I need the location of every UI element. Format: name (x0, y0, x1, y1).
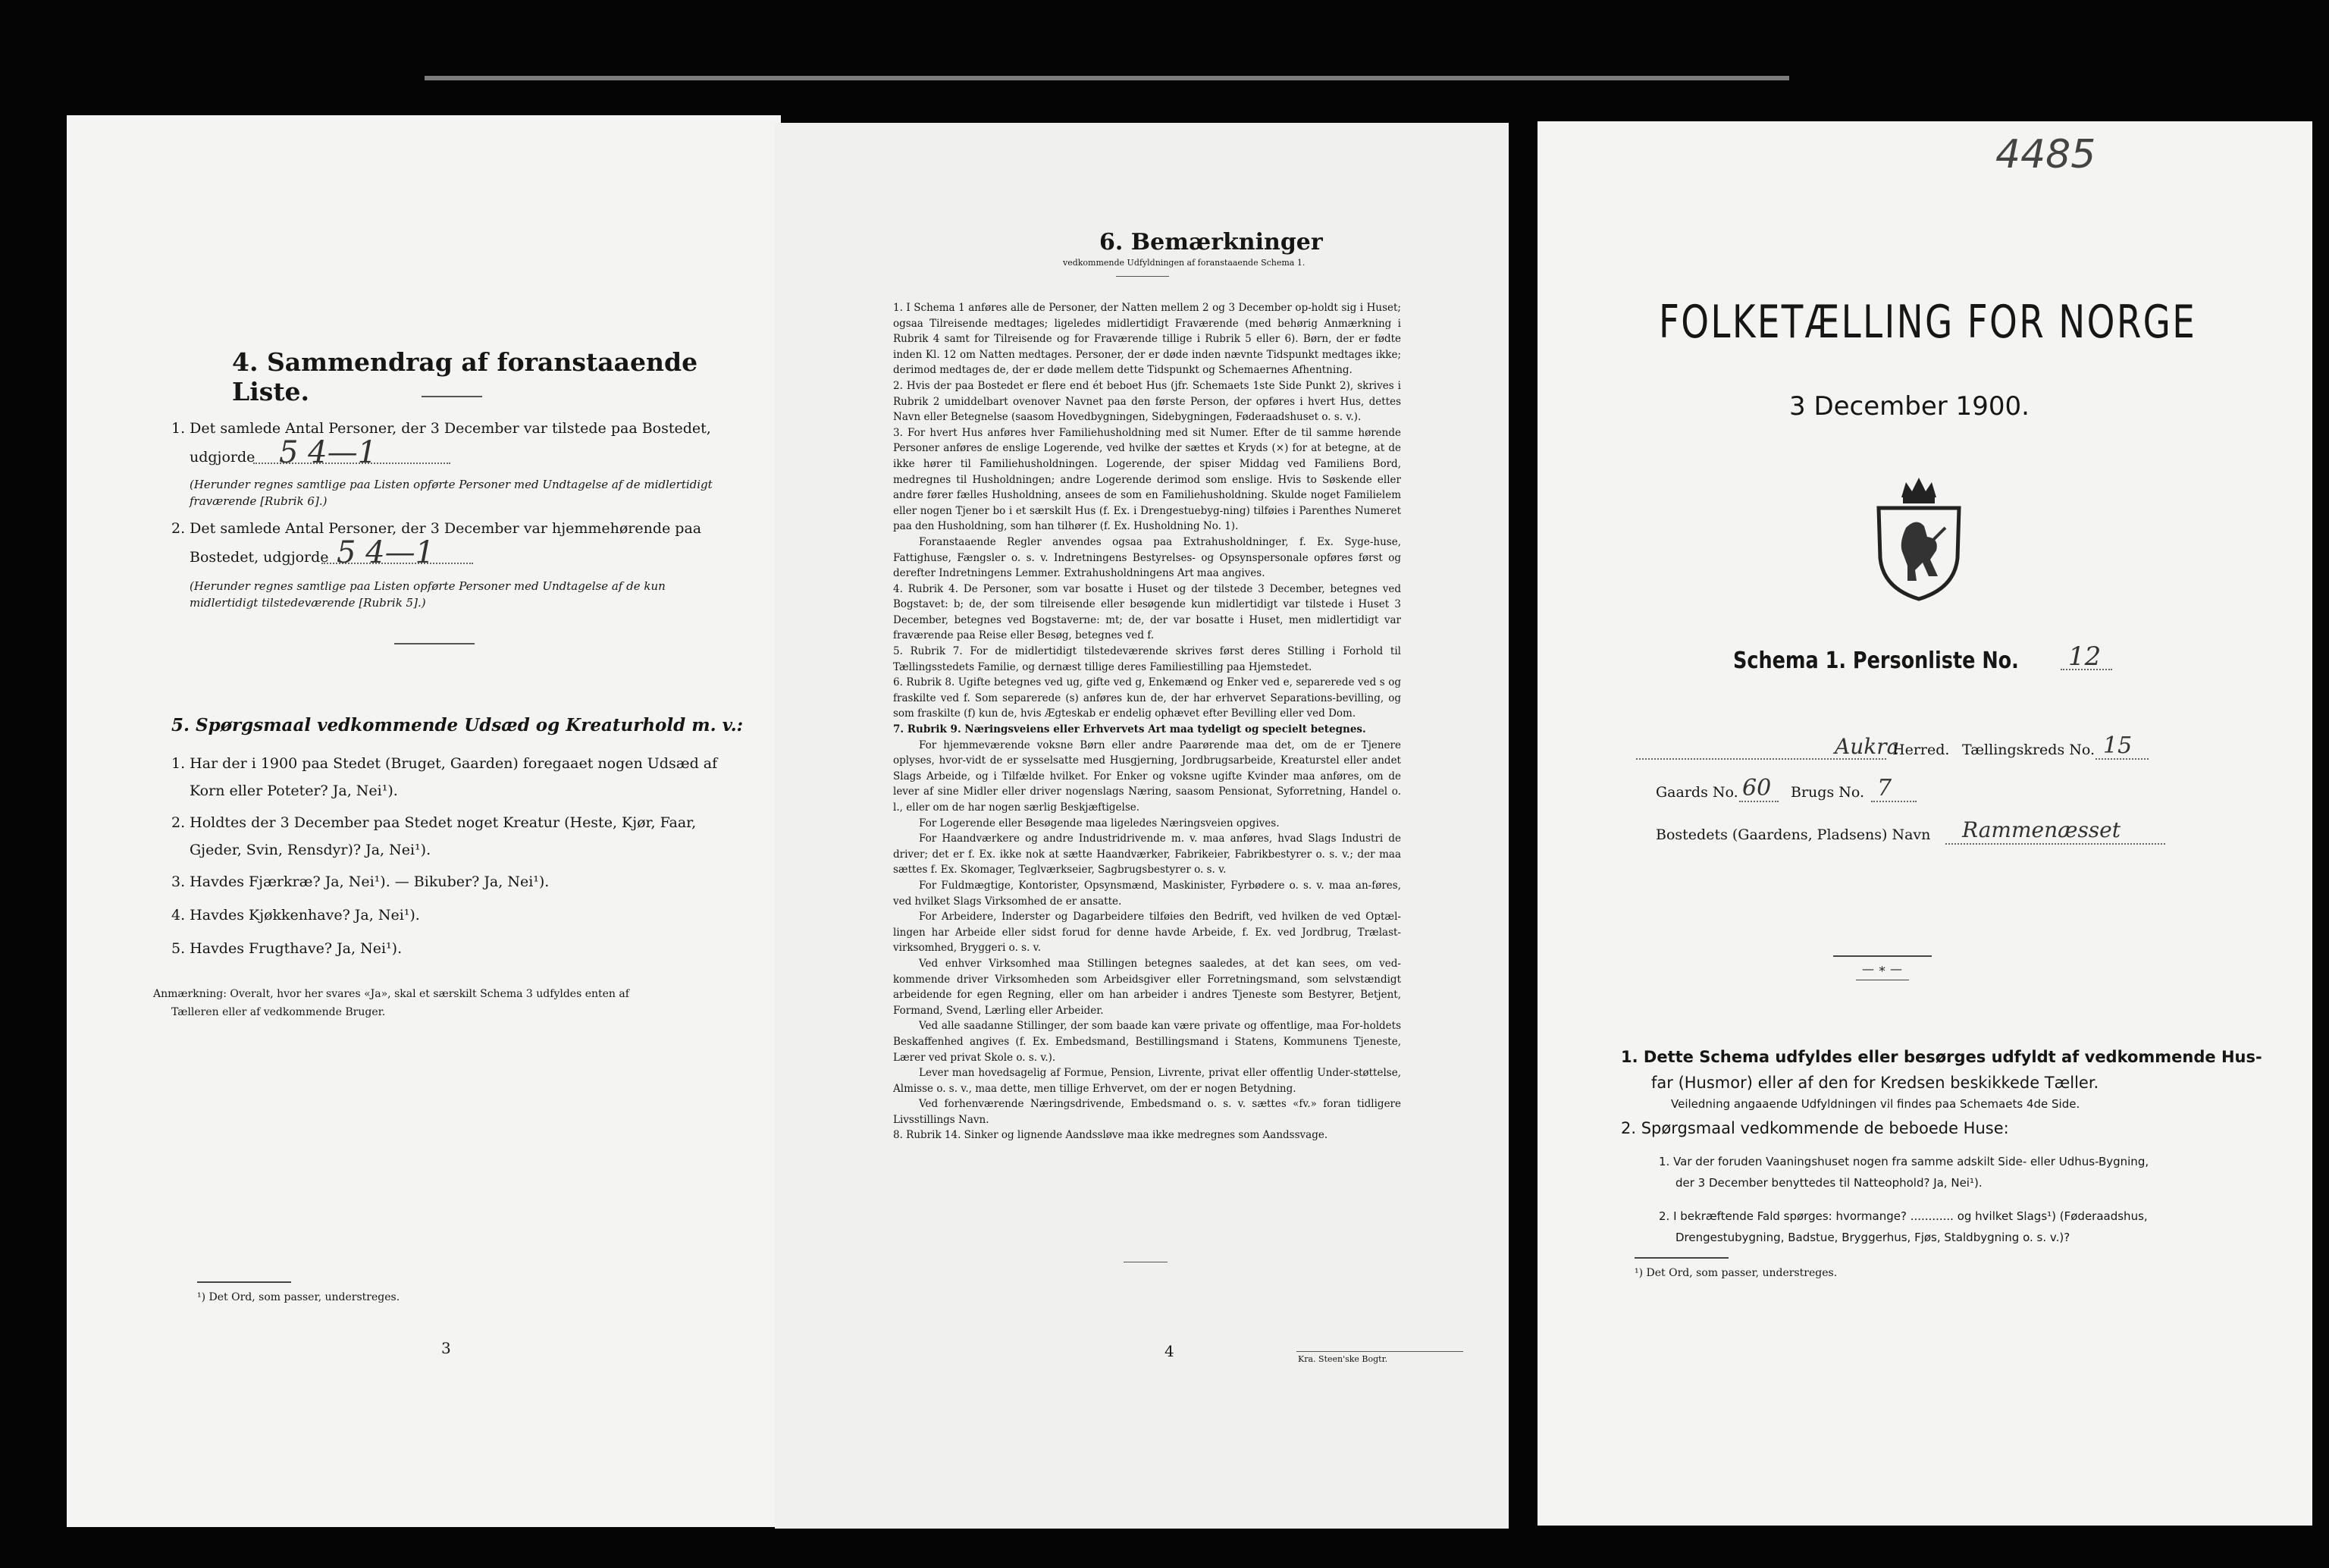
remark-item: For Logerende eller Besøgende maa ligeledes Næringsveien opgives. (919, 817, 1280, 829)
q1-line-b: Korn eller Poteter? Ja, Nei¹). (190, 782, 398, 799)
page-3 (67, 115, 781, 1527)
subtitle-rule (1116, 276, 1169, 277)
remark-item: For Fuldmægtige, Kontorister, Opsynsmænd, Maskinister, Fyrbødere o. s. v. maa an-føres, ved hvilket Slags Virksomhed de er ansatte. (893, 879, 1401, 908)
footnote: ¹) Det Ord, som passer, understreges. (197, 1291, 400, 1303)
ornament-rule-top (1833, 955, 1932, 957)
page-1-cover (1538, 121, 2312, 1526)
q4-line: 4. Havdes Kjøkkenhave? Ja, Nei¹). (171, 907, 420, 924)
item2-line-b: Bostedet, udgjorde (190, 549, 329, 566)
instruction-1-b: far (Husmor) eller af den for Kredsen beskikkede Tæller. (1651, 1074, 2099, 1092)
bosted-handwritten: Rammenæsset (1962, 817, 2121, 842)
q5-line: 5. Havdes Frugthave? Ja, Nei¹). (171, 940, 403, 957)
remark-item: For Arbeidere, Inderster og Dagarbeidere tilføies den Bedrift, ved hvilken de ved Optæl-lingen har Arbeide eller sidst forud for denne havde Arbeide, f. Ex. ved Jordbrug, Trælast-virksomhed, Bryggeri o. s. v. (893, 911, 1401, 955)
footnote-rule (197, 1281, 291, 1283)
archive-number: 4485 (1995, 132, 2096, 177)
remark-item: Ved forhenværende Næringsdrivende, Embedsmand o. s. v. sættes «fv.» foran tidligere Livsstillings Navn. (893, 1098, 1401, 1126)
remark-item: 7. Rubrik 9. Næringsveiens eller Erhvervets Art maa tydeligt og specielt betegnes. (893, 723, 1366, 736)
remark-item: 3. For hvert Hus anføres hver Familiehusholdning med sit Numer. Efter de til samme hørende Personer anføres de enslige Logerende, ved hvilke der sættes et Kryds (×) for at betegne, at de ikke hører til Familiehusholdningen. Logerende, der spiser Middag ved Familiens Bord, medregnes til Husholdningen; andre Logerende derimod som enslige. Hvis to Søskende eller andre fører fælles Husholdning, ansees de som en Familiehusholdning. Skulde noget Familielem eller nogen Tjener bo i et særskilt Hus (f. Ex. i Drengestuebyg-ning) tilføies i Parenthes Numeret paa den Husholdning, som han tilhører (f. Ex. Husholdning No. 1). (893, 426, 1401, 533)
q2-line-b: Gjeder, Svin, Rensdyr)? Ja, Nei¹). (190, 842, 431, 858)
q2-line-a: 2. Holdtes der 3 December paa Stedet noget Kreatur (Heste, Kjør, Faar, (171, 814, 697, 831)
section-6-subtitle: vedkommende Udfyldningen af foranstaaende Schema 1. (1063, 258, 1306, 268)
item2-handwritten: 5 4—1 (337, 535, 435, 570)
remark-item: Ved alle saadanne Stillinger, der som baade kan være private og offentlige, maa For-holdets Beskaffenhed angives (f. Ex. Embedsmand, Bestillingsmand i Statens, Kommunens Tjeneste, Lærer ved privat Skole o. s. v.). (893, 1020, 1401, 1064)
remark-item: For Haandværkere og andre Industridrivende m. v. maa anføres, hvad Slags Industri de driver; det er f. Ex. ikke nok at sætte Haandværker, Fabrikeier, Fabrikbestyrer o. s. v.; der maa sættes f. Ex. Skomager, Teglværkseier, Sagbrugsbestyrer o. s. v. (893, 833, 1401, 877)
instruction-2: 2. Spørgsmaal vedkommende de beboede Huse: (1621, 1119, 2009, 1137)
schema-number-handwritten: 12 (2068, 641, 2102, 672)
item1-line-a: 1. Det samlede Antal Personer, der 3 December var tilstede paa Bostedet, (171, 420, 711, 437)
q1-line-a: 1. Har der i 1900 paa Stedet (Bruget, Gaarden) foregaaet nogen Udsæd af (171, 755, 718, 772)
q3-line: 3. Havdes Fjærkræ? Ja, Nei¹). — Bikuber? Ja, Nei¹). (171, 873, 550, 890)
item2-line-a: 2. Det samlede Antal Personer, der 3 December var hjemmehørende paa (171, 520, 702, 537)
item1-handwritten: 5 4—1 (279, 435, 378, 470)
remark-item: 2. Hvis der paa Bostedet er flere end ét beboet Hus (jfr. Schemaets 1ste Side Punkt 2), skrives i Rubrik 2 umiddelbart ovenover Navnet paa den første Person, der opføres i hvert Hus, dettes Navn eller Betegnelse (saasom Hovedbygningen, Sidebygningen, Føderaadshuset o. s. v.). (893, 379, 1401, 424)
page-number: 4 (1164, 1342, 1174, 1360)
instruction-2-2-b: Drengestubygning, Badstue, Bryggerhus, Fjøs, Staldbygning o. s. v.)? (1675, 1231, 2070, 1244)
brugs-label: Brugs No. (1791, 784, 1865, 801)
item1-line-b: udgjorde (190, 449, 255, 466)
section-5-title: 5. Spørgsmaal vedkommende Udsæd og Kreaturhold m. v.: (171, 715, 744, 735)
remark-item: 4. Rubrik 4. De Personer, som var bosatte i Huset og der tilstede 3 December, betegnes ved Bogstavet: b; de, der som tilreisende eller besøgende kun midlertidigt var tilstede i Huset 3 December, betegnes ved Bogstaverne: mt; de, der var bosatte i Huset, men midlertidigt var fraværende paa Reise eller Besøg, betegnes ved f. (893, 582, 1401, 642)
census-title: FOLKETÆLLING FOR NORGE (1659, 296, 2197, 349)
remark-item: Ved enhver Virksomhed maa Stillingen betegnes saaledes, at det kan sees, om ved-kommende driver Virksomheden som Arbeidsgiver eller Forretningsmand, som selvstændigt arbeidende for egen Regning, eller om han arbeider i andres Tjeneste som Bestyrer, Betjent, Formand, Svend, Lærling eller Arbeider. (893, 957, 1401, 1017)
item2-note-a: (Herunder regnes samtlige paa Listen opførte Personer med Undtagelse af de kun (190, 579, 666, 593)
remark-line-a: Anmærkning: Overalt, hvor her svares «Ja», skal et særskilt Schema 3 udfyldes enten af (153, 988, 629, 1000)
remarks-list (893, 300, 1401, 1143)
remark-item: 5. Rubrik 7. For de midlertidigt tilstedeværende skrives først deres Stilling i Forhold til Tællingsstedets Familie, og dernæst tillige deres Familiestilling paa Hjemstedet. (893, 645, 1401, 673)
instruction-2-2-a: 2. I bekræftende Fald spørges: hvormange? ............ og hvilket Slags¹) (Føderaadshus, (1659, 1209, 2148, 1223)
section-4-title: 4. Sammendrag af foranstaaende Liste. (232, 347, 698, 406)
instruction-1-c: Veiledning angaaende Udfyldningen vil findes paa Schemaets 4de Side. (1671, 1097, 2080, 1111)
kreds-handwritten: 15 (2103, 732, 2133, 759)
census-date: 3 December 1900. (1789, 391, 2030, 422)
title-rule (422, 396, 482, 397)
instruction-2-1-a: 1. Var der foruden Vaaningshuset nogen fra samme adskilt Side- eller Udhus-Bygning, (1659, 1155, 2149, 1168)
item1-note-a: (Herunder regnes samtlige paa Listen opførte Personer med Undtagelse af de midlertidigt (190, 478, 713, 491)
remark-item: Foranstaaende Regler anvendes ogsaa paa Extrahusholdninger, f. Ex. Syge-huse, Fattighuse, Fængsler o. s. v. Indretningens Bestyrelses- og Opsynspersonale opføres først og derefter Indretningens Lemmer. Extrahusholdningens Art maa angives. (893, 535, 1401, 580)
top-border-line (425, 76, 1789, 80)
page-number: 3 (441, 1339, 451, 1357)
remark-item: Lever man hovedsagelig af Formue, Pension, Livrente, privat eller offentlig Under-støttelse, Almisse o. s. v., maa dette, men tillige Erhvervet, om der er nogen Betydning. (893, 1067, 1401, 1095)
coat-of-arms (1873, 475, 1965, 605)
ornament: — ∗ — (1862, 961, 1903, 976)
bosted-fill-line (1945, 843, 2165, 845)
kreds-label: Tællingskreds No. (1962, 742, 2095, 758)
brugs-handwritten: 7 (1877, 775, 1892, 801)
footnote-rule (1635, 1257, 1729, 1259)
norway-lion-crest-icon (1873, 475, 1965, 602)
section-6-title: 6. Bemærkninger (1099, 229, 1323, 256)
section-divider (394, 643, 475, 644)
schema-label: Schema 1. Personliste No. (1733, 648, 2019, 674)
remark-item: 8. Rubrik 14. Sinker og lignende Aandssløve maa ikke medregnes som Aandssvage. (893, 1129, 1328, 1142)
herred-handwritten: Aukra (1835, 734, 1900, 759)
instruction-1-a: 1. Dette Schema udfyldes eller besørges udfyldt af vedkommende Hus- (1621, 1048, 2262, 1066)
footnote: ¹) Det Ord, som passer, understreges. (1635, 1267, 1838, 1279)
gaards-handwritten: 60 (1742, 775, 1772, 801)
remark-item: 6. Rubrik 8. Ugifte betegnes ved ug, gifte ved g, Enkemænd og Enker ved e, separerede ved s og fraskilte ved f. Som separerede (s) anføres kun de, der har erhvervet Separations-bevilling, og som fraskilte (f) kun de, hvis Ægteskab er endelig ophævet efter Bevilling eller ved Dom. (893, 676, 1401, 720)
bosted-label: Bostedets (Gaardens, Pladsens) Navn (1656, 826, 1931, 843)
item2-note-b: midlertidigt tilstedeværende [Rubrik 5].) (190, 596, 426, 610)
remark-line-b: Tælleren eller af vedkommende Bruger. (171, 1006, 386, 1018)
gaards-label: Gaards No. (1656, 784, 1738, 801)
item1-note-b: fraværende [Rubrik 6].) (190, 494, 328, 508)
remark-item: 1. I Schema 1 anføres alle de Personer, der Natten mellem 2 og 3 December op-holdt sig i Huset; ogsaa Tilreisende medtages; ligeledes midlertidigt Fraværende (med behørig Anmærkning i Rubrik 4 samt for Tilreisende og for Fraværende tillige i Rubrik 5 eller 6). Børn, der er fødte inden Kl. 12 om Natten medtages. Personer, der er døde inden nævnte Tidspunkt medtages ikke; derimod medtages de, der er døde mellem dette Tidspunkt og Schemaernes Afhentning. (893, 302, 1401, 377)
printer-rule (1296, 1351, 1463, 1352)
remark-item: For hjemmeværende voksne Børn eller andre Paarørende maa det, om de er Tjenere oplyses, hvor-vidt de er sysselsatte med Husgjerning, Jordbrugsarbeide, Kreaturstel eller andet Slags Arbeide, og i Tilfælde hvilket. For Enker og voksne ugifte Kvinder maa anføres, om de lever af sine Midler eller driver nogenslags Næring, saasom Pensionat, Syforretning, Handel o. l., eller om de har nogen særlig Beskjæftigelse. (893, 739, 1401, 814)
instruction-2-1-b: der 3 December benyttedes til Natteophold? Ja, Nei¹). (1675, 1176, 1983, 1190)
herred-label: Herred. (1892, 742, 1950, 758)
printer-credit: Kra. Steen'ske Bogtr. (1298, 1354, 1388, 1364)
page-4 (775, 123, 1509, 1529)
